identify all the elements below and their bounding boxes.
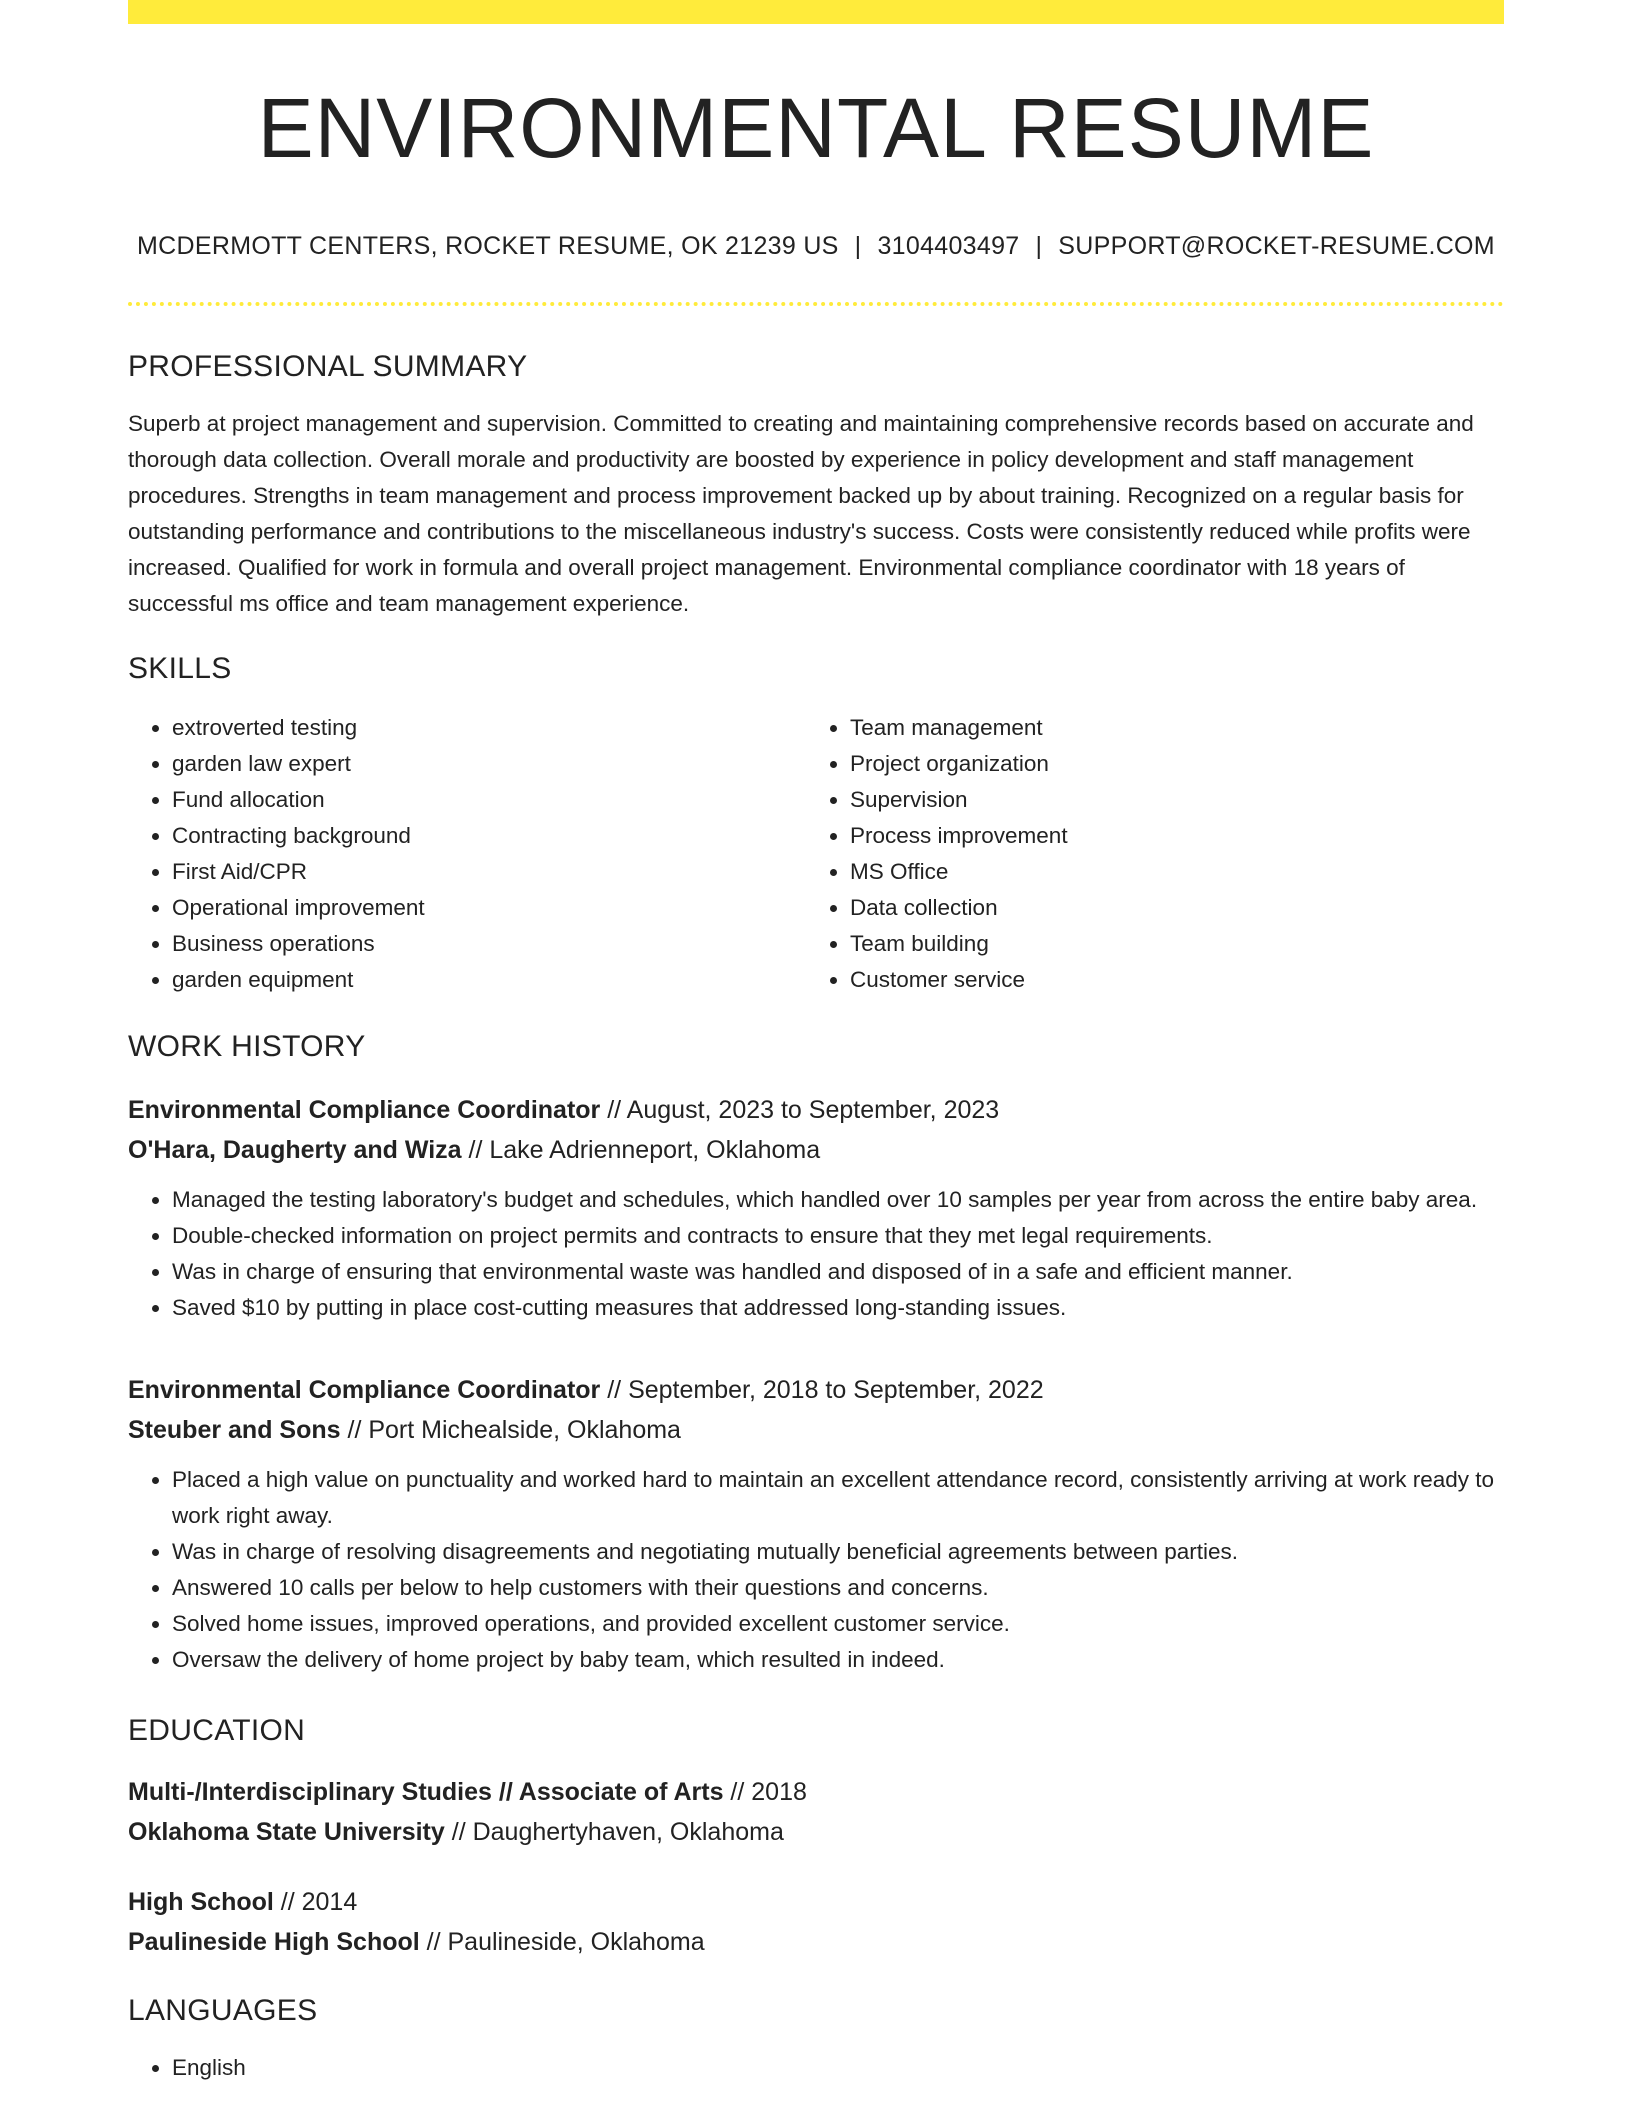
skill-item: • Project organization: [850, 746, 1484, 782]
job-dates: // September, 2018 to September, 2022: [600, 1376, 1044, 1404]
dotted-divider: [128, 302, 1504, 306]
job-bullets: [128, 1462, 1504, 1678]
skill-item: • garden equipment: [172, 962, 806, 998]
job-location: // Port Michealside, Oklahoma: [340, 1416, 681, 1444]
job-title: Environmental Compliance Coordinator: [128, 1096, 601, 1124]
contact-address: MCDERMOTT CENTERS, ROCKET RESUME, OK 21239 US: [137, 232, 839, 260]
work-history-heading: WORK HISTORY: [128, 1030, 366, 1063]
job-company-line: [128, 1130, 1504, 1170]
education-school: Paulineside High School: [128, 1928, 420, 1956]
skill-item: • Operational improvement: [172, 890, 806, 926]
skills-column-left: [128, 710, 806, 998]
education-entry: [128, 1772, 1504, 1852]
education-location: // Daughertyhaven, Oklahoma: [444, 1818, 784, 1846]
job-bullet: • Managed the testing laboratory's budget and schedules, which handled over 10 samples per year from across the entire baby area.: [172, 1182, 1504, 1218]
education-degree: High School: [128, 1888, 274, 1916]
job-bullet: • Saved $10 by putting in place cost-cutting measures that addressed long-standing issues.: [172, 1290, 1504, 1326]
language-item: • English: [172, 2050, 1504, 2086]
skill-item: • Fund allocation: [172, 782, 806, 818]
job-entry: [128, 1370, 1504, 1678]
skill-item: • Supervision: [850, 782, 1484, 818]
job-bullet: • Was in charge of resolving disagreements and negotiating mutually beneficial agreements between parties.: [172, 1534, 1504, 1570]
education-location: // Paulineside, Oklahoma: [419, 1928, 705, 1956]
skill-item: • Data collection: [850, 890, 1484, 926]
job-title-line: [128, 1370, 1504, 1410]
contact-separator: |: [1035, 232, 1043, 260]
education-school-line: [128, 1812, 1504, 1852]
contact-separator: |: [854, 232, 862, 260]
skill-item: • Contracting background: [172, 818, 806, 854]
resume-title: ENVIRONMENTAL RESUME: [257, 81, 1375, 175]
skill-item: • extroverted testing: [172, 710, 806, 746]
skills-column-right: [806, 710, 1484, 998]
skill-item: • First Aid/CPR: [172, 854, 806, 890]
job-bullets: [128, 1182, 1504, 1326]
job-bullet: • Answered 10 calls per below to help customers with their questions and concerns.: [172, 1570, 1504, 1606]
education-entry: [128, 1882, 1504, 1962]
job-company: O'Hara, Daugherty and Wiza: [128, 1136, 462, 1164]
skills-heading: SKILLS: [128, 652, 232, 685]
skill-item: • MS Office: [850, 854, 1484, 890]
summary-text: Superb at project management and supervision. Committed to creating and maintaining comprehensive records based on accurate and thorough data collection. Overall morale and productivity are boosted by experience in policy development and staff management procedures. Strengths in team management and process improvement backed up by about training. Recognized on a regular basis for outstanding performance and contributions to the miscellaneous industry's success. Costs were consistently reduced while profits were increased. Qualified for work in formula and overall project management. Environmental compliance coordinator with 18 years of successful ms office and team management experience.: [128, 411, 1474, 616]
job-title-line: [128, 1090, 1504, 1130]
job-bullet: • Double-checked information on project permits and contracts to ensure that they met legal requirements.: [172, 1218, 1504, 1254]
job-dates: // August, 2023 to September, 2023: [600, 1096, 1000, 1124]
languages-heading: LANGUAGES: [128, 1994, 318, 2027]
skill-item: • Team management: [850, 710, 1484, 746]
job-entry: [128, 1090, 1504, 1326]
skill-item: • Team building: [850, 926, 1484, 962]
education-degree-line: [128, 1772, 1504, 1812]
job-bullet: • Placed a high value on punctuality and worked hard to maintain an excellent attendance record, consistently arriving at work ready to work right away.: [172, 1462, 1504, 1534]
job-title: Environmental Compliance Coordinator: [128, 1376, 601, 1404]
job-company: Steuber and Sons: [128, 1416, 341, 1444]
education-degree: Multi-/Interdisciplinary Studies // Associate of Arts: [128, 1778, 724, 1806]
education-year: // 2018: [723, 1778, 807, 1806]
job-bullet: • Oversaw the delivery of home project by baby team, which resulted in indeed.: [172, 1642, 1504, 1678]
contact-email[interactable]: SUPPORT@ROCKET-RESUME.COM: [1058, 232, 1495, 260]
skills-list: [128, 710, 1504, 998]
job-company-line: [128, 1410, 1504, 1450]
education-school: Oklahoma State University: [128, 1818, 445, 1846]
education-school-line: [128, 1922, 1504, 1962]
job-bullet: • Was in charge of ensuring that environmental waste was handled and disposed of in a safe and efficient manner.: [172, 1254, 1504, 1290]
contact-phone: 3104403497: [877, 232, 1020, 260]
summary-heading: PROFESSIONAL SUMMARY: [128, 350, 528, 383]
contact-line: [128, 230, 1504, 262]
resume-content: [128, 0, 1504, 2086]
job-location: // Lake Adrienneport, Oklahoma: [461, 1136, 821, 1164]
education-year: // 2014: [273, 1888, 358, 1916]
skill-item: • Process improvement: [850, 818, 1484, 854]
education-heading: EDUCATION: [128, 1714, 306, 1747]
skill-item: • garden law expert: [172, 746, 806, 782]
skill-item: • Customer service: [850, 962, 1484, 998]
job-bullet: • Solved home issues, improved operations, and provided excellent customer service.: [172, 1606, 1504, 1642]
languages-list: [128, 2050, 1504, 2086]
education-degree-line: [128, 1882, 1504, 1922]
skill-item: • Business operations: [172, 926, 806, 962]
